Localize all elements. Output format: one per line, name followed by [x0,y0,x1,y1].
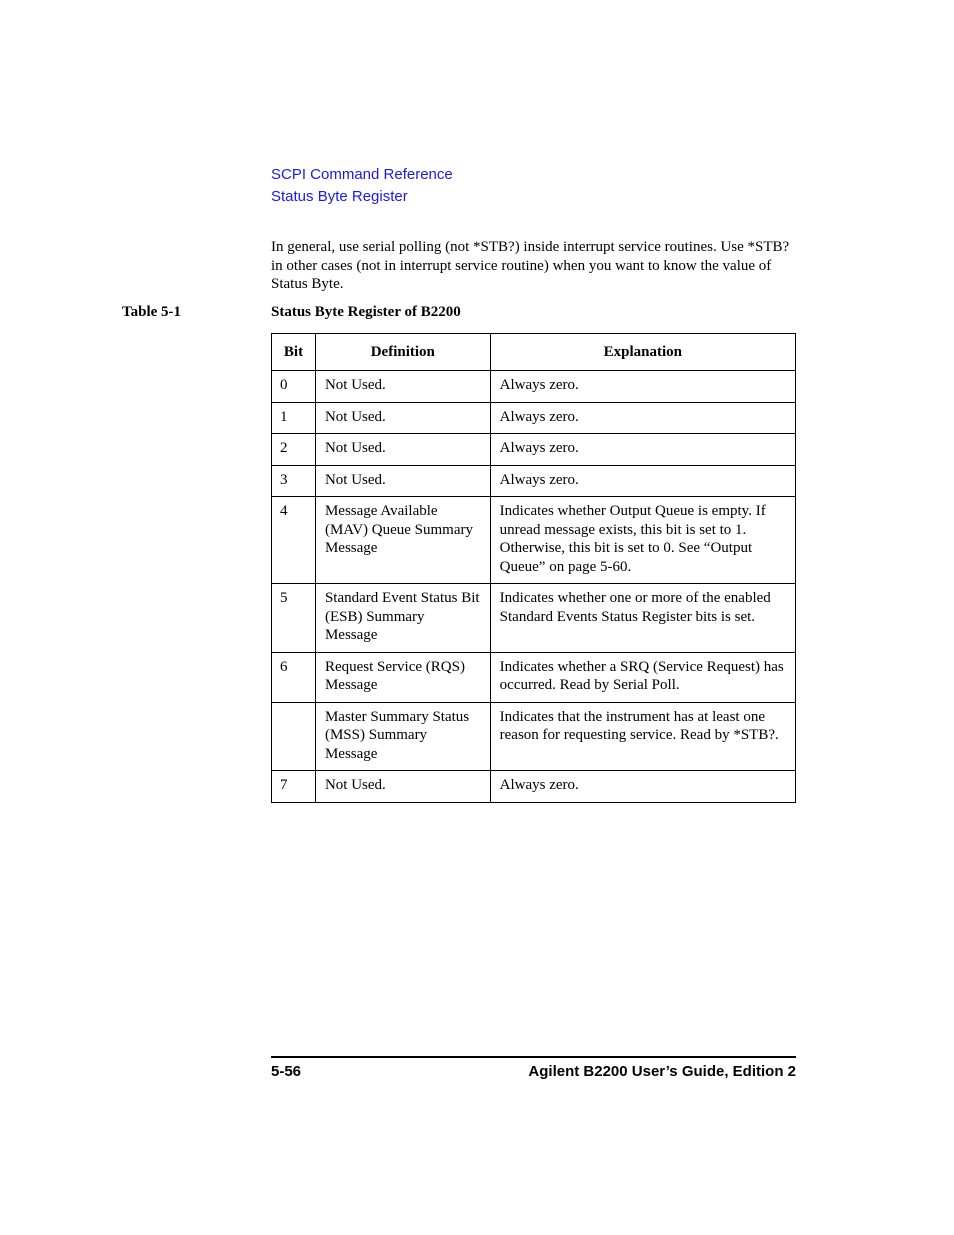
table-row [272,371,796,403]
definition-cell: Not Used. [315,771,490,803]
bit-cell: 3 [272,465,316,497]
table-row [272,434,796,466]
table-row [272,402,796,434]
table-label: Table 5-1 [122,304,182,320]
bit-cell: 1 [272,402,316,434]
column-header-bit: Bit [272,334,316,371]
explanation-cell: Indicates that the instrument has at least one reason for requesting service. Read by *STB?. [490,702,795,771]
explanation-cell: Indicates whether Output Queue is empty. If unread message exists, this bit is set to 1. Otherwise, this bit is set to 0. See “Output Queue” on page 5-60. [490,497,795,584]
table-title: Status Byte Register of B2200 [271,304,461,320]
definition-cell: Request Service (RQS) Message [315,652,490,702]
explanation-cell: Always zero. [490,371,795,403]
column-header-explanation: Explanation [490,334,795,371]
breadcrumb-link-scpi-command-reference[interactable]: SCPI Command Reference [271,166,453,183]
bit-cell: 4 [272,497,316,584]
status-byte-table [271,333,796,803]
explanation-cell: Indicates whether a SRQ (Service Request) has occurred. Read by Serial Poll. [490,652,795,702]
explanation-cell: Always zero. [490,402,795,434]
footer-guide-title: Agilent B2200 User’s Guide, Edition 2 [528,1063,796,1080]
table-row [272,771,796,803]
table-row [272,584,796,653]
bit-cell: 5 [272,584,316,653]
table-row [272,497,796,584]
definition-cell: Master Summary Status (MSS) Summary Message [315,702,490,771]
footer-divider [271,1056,796,1058]
definition-cell: Not Used. [315,434,490,466]
explanation-cell: Always zero. [490,465,795,497]
definition-cell: Not Used. [315,465,490,497]
bit-cell: 7 [272,771,316,803]
bit-cell: 0 [272,371,316,403]
explanation-cell: Always zero. [490,771,795,803]
explanation-cell: Always zero. [490,434,795,466]
definition-cell: Not Used. [315,402,490,434]
bit-cell: 2 [272,434,316,466]
table-row [272,465,796,497]
footer-page-number: 5-56 [271,1063,302,1080]
definition-cell: Message Available (MAV) Queue Summary Message [315,497,490,584]
explanation-cell: Indicates whether one or more of the enabled Standard Events Status Register bits is set. [490,584,795,653]
bit-cell [272,702,316,771]
definition-cell: Standard Event Status Bit (ESB) Summary Message [315,584,490,653]
table-header-row [272,334,796,371]
intro-paragraph: In general, use serial polling (not *STB?) inside interrupt service routines. Use *STB? in other cases (not in interrupt service routine) when you want to know the value of Status Byte. [271,239,790,292]
table-row [272,652,796,702]
table-row [272,702,796,771]
column-header-definition: Definition [315,334,490,371]
breadcrumb-link-status-byte-register[interactable]: Status Byte Register [271,188,408,205]
definition-cell: Not Used. [315,371,490,403]
bit-cell: 6 [272,652,316,702]
breadcrumb [271,164,453,208]
